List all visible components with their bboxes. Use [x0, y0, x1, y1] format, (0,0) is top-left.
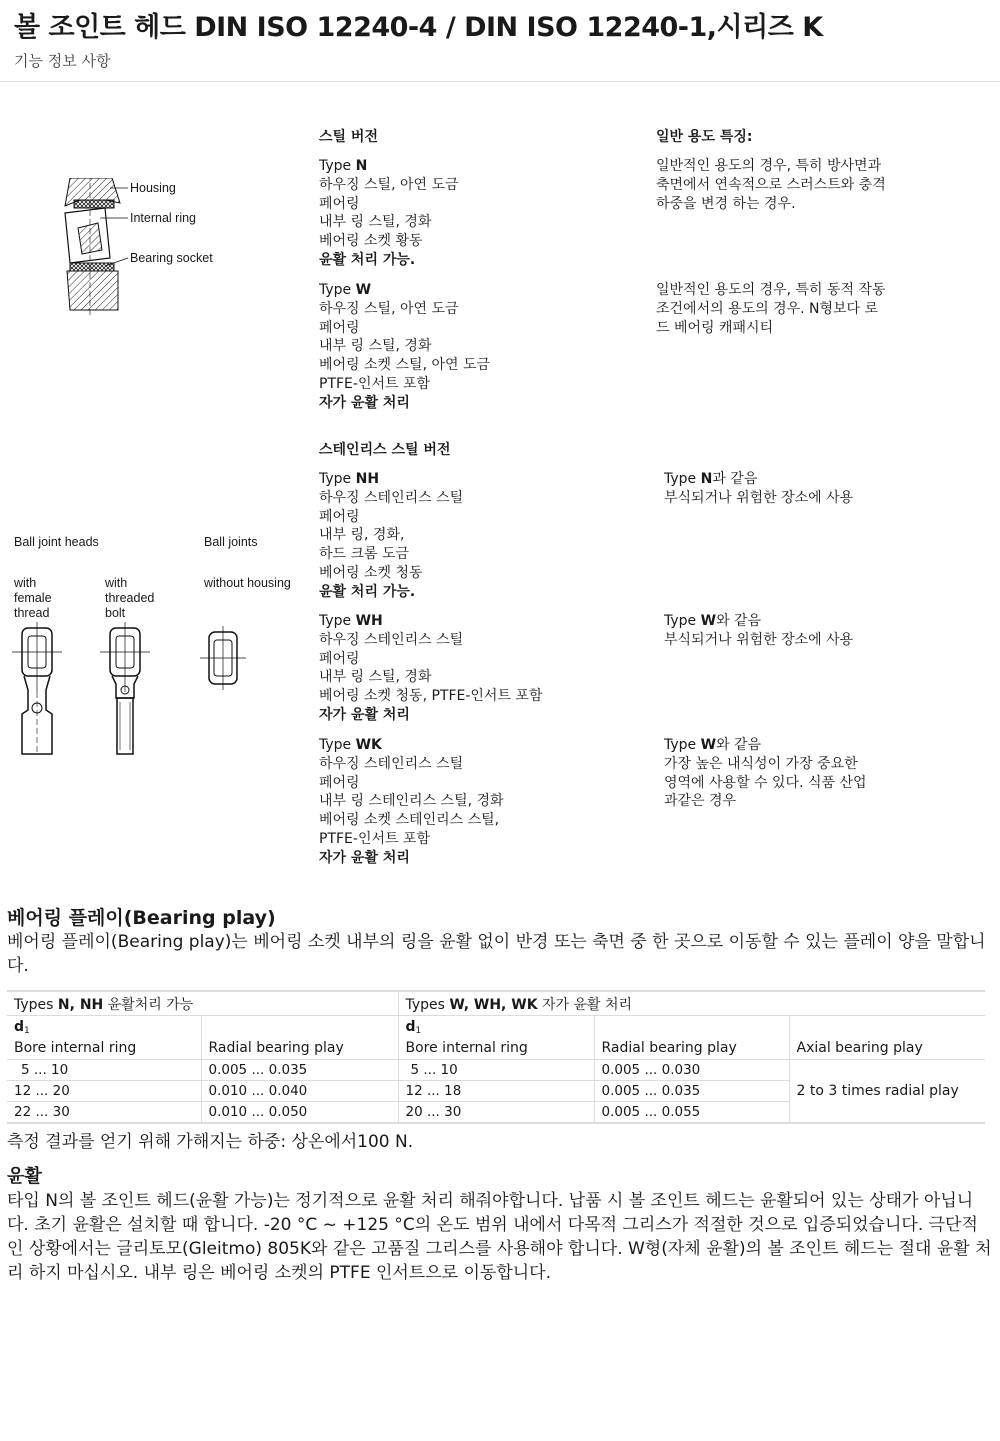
table-row: 22 ... 30 0.010 ... 0.050 20 ... 30 0.005 ... 0.055: [7, 1102, 985, 1124]
table-row: 12 ... 20 0.010 ... 0.040 12 ... 18 0.005 ... 0.035: [7, 1081, 985, 1102]
type-wk-spec: Type WK 하우징 스테인리스 스틸 페어링 내부 링 스테인리스 스틸, 경화 베어링 소켓 스테인리스 스틸, PTFE-인서트 포함 자가 윤활 처리: [319, 737, 504, 866]
type-nh-desc: Type N과 같음 부식되거나 위험한 장소에 사용: [664, 471, 854, 506]
type-wh-desc: Type W와 같음 부식되거나 위험한 장소에 사용: [664, 613, 854, 648]
without-housing-drawing: [200, 626, 246, 690]
table-group-header: [7, 991, 985, 1016]
type-w-desc: 일반적인 용도의 경우, 특히 동적 작동 조건에서의 용도의 경우. N형보다 로드 베어링 캐패시티: [656, 282, 886, 336]
lubrication-section: [7, 1165, 992, 1285]
col-radial-1: Radial bearing play: [201, 1016, 398, 1060]
group1-header: Types N, NH 윤활처리 가능: [7, 991, 398, 1016]
col-axial: Axial bearing play: [789, 1016, 985, 1060]
bearing-play-title: 베어링 플레이(Bearing play): [7, 907, 276, 929]
load-note: 측정 결과를 얻기 위해 가해지는 하중: 상온에서100 N.: [7, 1132, 414, 1152]
bearing-play-section: [7, 906, 992, 978]
threaded-bolt-drawing: [100, 622, 150, 758]
page-title: 볼 조인트 헤드 DIN ISO 12240-4 / DIN ISO 12240-1,시리즈 K: [14, 12, 823, 43]
col-bore-1: $d_1$ Bore internal ring: [7, 1016, 201, 1060]
cross-section-diagram: [50, 178, 230, 318]
threaded-bolt-label: with threaded bolt: [105, 576, 155, 620]
ball-joints-label: Ball joints: [204, 535, 258, 549]
header-divider: [0, 81, 1000, 82]
bearing-socket-top: [74, 200, 114, 208]
axial-value: 2 to 3 times radial play: [789, 1060, 985, 1124]
type-n-desc: 일반적인 용도의 경우, 특히 방사면과 축면에서 연속적으로 스러스트와 충격 하중을 변경 하는 경우.: [656, 158, 886, 212]
page-subtitle: 기능 정보 사항: [14, 52, 111, 70]
type-wk-desc: Type W와 같음 가장 높은 내식성이 가장 중요한 영역에 사용할 수 있다. 식품 산업과같은 경우: [664, 737, 867, 810]
stainless-heading: 스테인리스 스틸 버전: [319, 442, 451, 458]
bearing-play-text: 베어링 플레이(Bearing play)는 베어링 소켓 내부의 링을 윤활 없이 반경 또는 축면 중 한 곳으로 이동할 수 있는 플레이 양을 말합니다.: [7, 932, 986, 976]
housing-label: Housing: [130, 181, 176, 195]
without-housing-label: without housing: [204, 576, 291, 590]
type-n-spec: Type N 하우징 스틸, 아연 도금 페어링 내부 링 스틸, 경화 베어링 소켓 황동 윤활 처리 가능.: [319, 158, 459, 268]
group2-header: Types W, WH, WK 자가 윤활 처리: [398, 991, 985, 1016]
col-bore-2: $d_1$ Bore internal ring: [398, 1016, 594, 1060]
housing-lower: [67, 271, 118, 310]
lubrication-text: 타입 N의 볼 조인트 헤드(윤활 가능)는 정기적으로 윤활 처리 해줘야합니다. 납품 시 볼 조인트 헤드는 윤활되어 있는 상태가 아닙니다. 초기 윤활은 설치할 때 합니다. -20 °C ~ +125 °C의 온도 범위 내에서 다목적 그리스가 적절한 것으로 입증되었습니다. 극단적인 상황에서는 글리토모(Gleitmo) 805K와 같은 고품질 그리스를 사용해야 합니다. W형(자체 윤활)의 볼 조인트 헤드는 절대 윤활 처리 하지 마십시오. 내부 링은 베어링 소켓의 PTFE 인서트으로 이동합니다.: [7, 1191, 992, 1283]
col-radial-2: Radial bearing play: [594, 1016, 789, 1060]
page-header: [14, 8, 823, 71]
type-nh-spec: Type NH 하우징 스테인리스 스틸 페어링 내부 링, 경화, 하드 크롬 도금 베어링 소켓 청동 윤활 처리 가능.: [319, 471, 464, 600]
lubrication-title: 윤활: [7, 1166, 42, 1187]
female-thread-drawing: [12, 622, 62, 758]
bearing-play-table: [7, 990, 985, 1124]
table-row: 5 ... 10 0.005 ... 0.035 5 ... 10 0.005 ... 0.030 2 to 3 times radial play: [7, 1060, 985, 1081]
type-w-spec: Type W 하우징 스틸, 아연 도금 페어링 내부 링 스틸, 경화 베어링 소켓 스틸, 아연 도금 PTFE-인서트 포함 자가 윤활 처리: [319, 282, 491, 411]
features-heading: 일반 용도 특징:: [656, 129, 753, 145]
ball-joint-heads-label: Ball joint heads: [14, 535, 99, 549]
bearing-socket-label: Bearing socket: [130, 251, 213, 265]
steel-heading: 스틸 버전: [319, 129, 378, 145]
female-thread-label: with female thread: [14, 576, 52, 620]
table-column-header: [7, 1016, 985, 1060]
internal-ring-label: Internal ring: [130, 211, 197, 225]
type-wh-spec: Type WH 하우징 스테인리스 스틸 페어링 내부 링 스틸, 경화 베어링 소켓 청동, PTFE-인서트 포함 자가 윤활 처리: [319, 613, 543, 723]
bearing-socket-bottom: [70, 263, 114, 271]
